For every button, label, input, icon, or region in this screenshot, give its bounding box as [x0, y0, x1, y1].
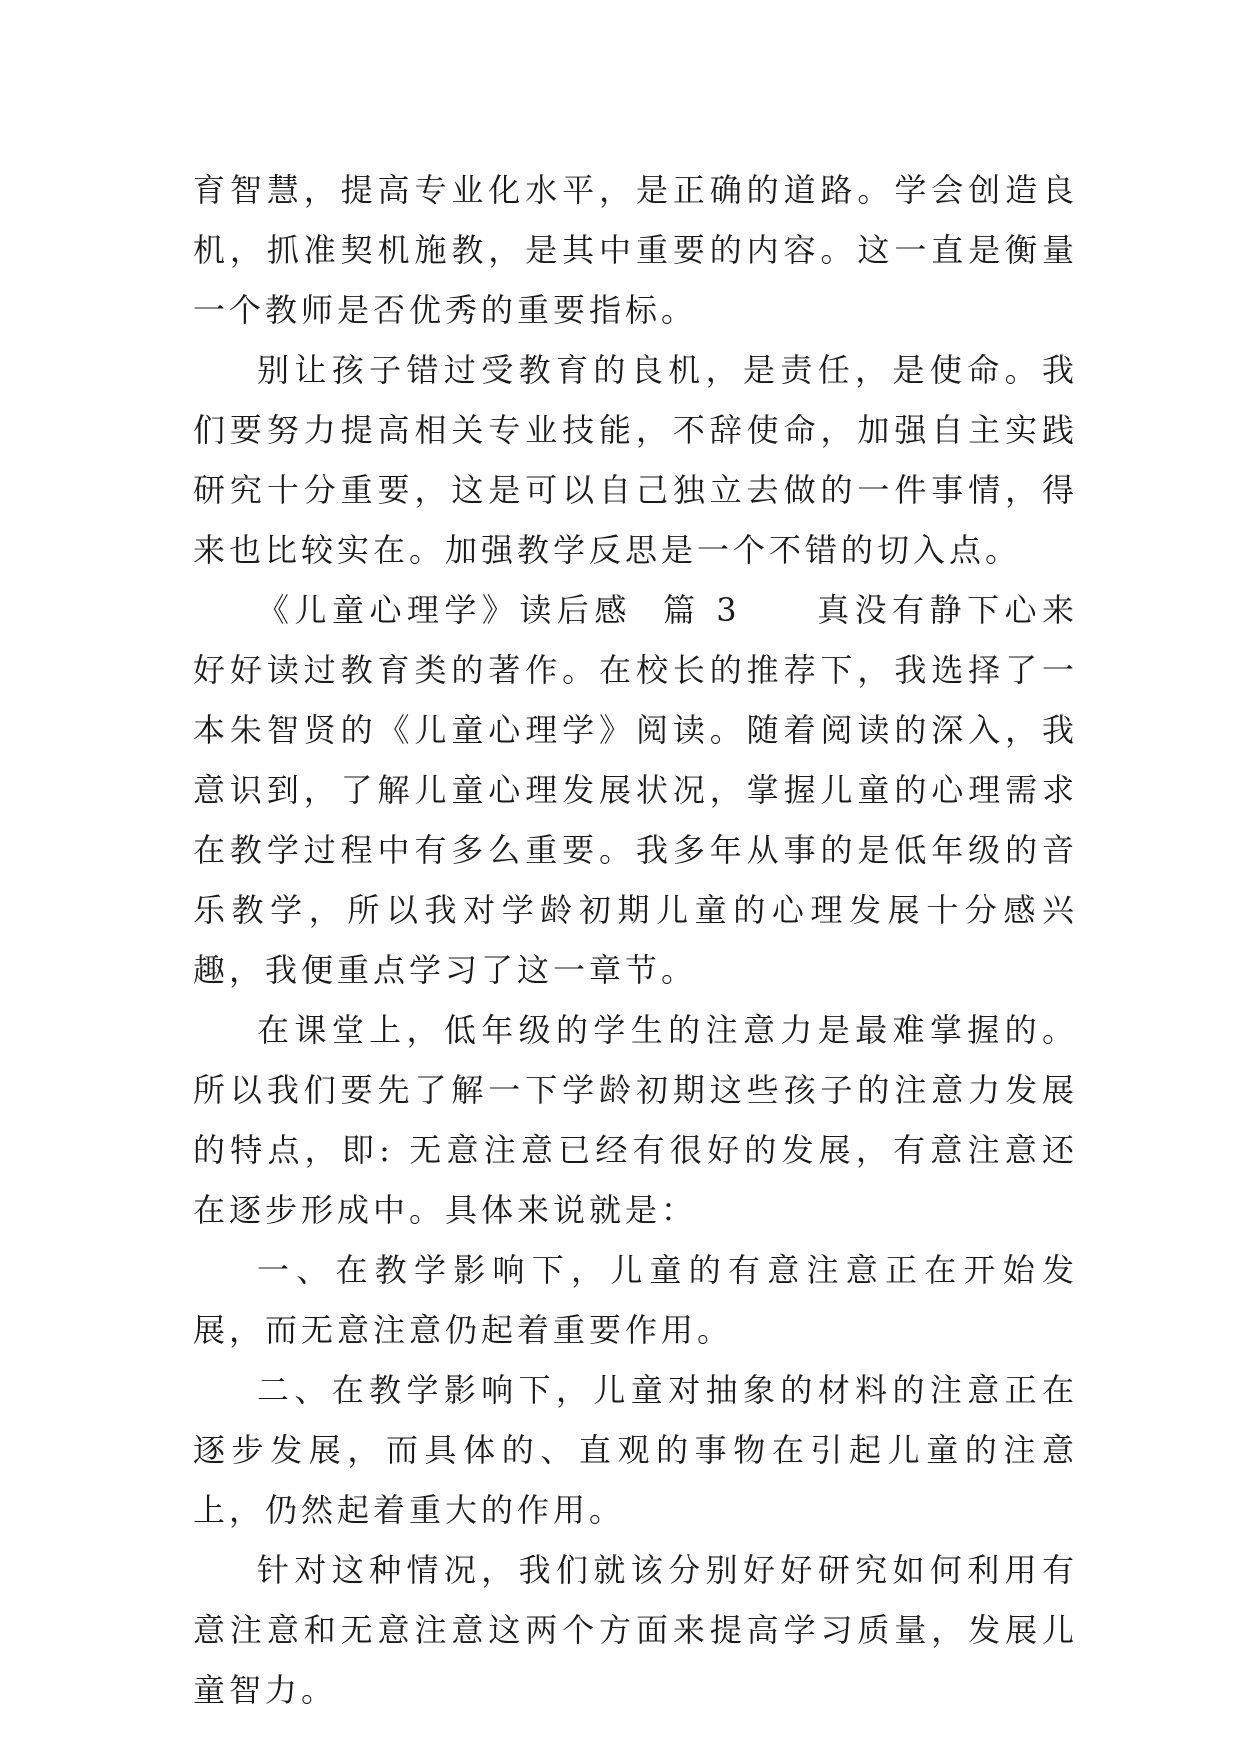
paragraph-1: 育智慧，提高专业化水平，是正确的道路。学会创造良机，抓准契机施教，是其中重要的内容。这一直是衡量一个教师是否优秀的重要指标。 [193, 171, 1078, 329]
document-body [193, 160, 1078, 1720]
paragraph-5: 一、在教学影响下，儿童的有意注意正在开始发展，而无意注意仍起着重要作用。 [193, 1251, 1078, 1349]
paragraph-4: 在课堂上，低年级的学生的注意力是最难掌握的。所以我们要先了解一下学龄初期这些孩子的注意力发展的特点，即: 无意注意已经有很好的发展，有意注意还在逐步形成中。具体来说就是： [193, 1011, 1078, 1229]
paragraph-6: 二、在教学影响下，儿童对抽象的材料的注意正在逐步发展，而具体的、直观的事物在引起儿童的注意上，仍然起着重大的作用。 [193, 1371, 1078, 1529]
paragraph-3: 《儿童心理学》读后感 篇 3 真没有静下心来好好读过教育类的著作。在校长的推荐下，我选择了一本朱智贤的《儿童心理学》阅读。随着阅读的深入，我意识到，了解儿童心理发展状况，掌握儿童的心理需求在教学过程中有多么重要。我多年从事的是低年级的音乐教学，所以我对学龄初期儿童的心理发展十分感兴趣，我便重点学习了这一章节。 [193, 591, 1078, 989]
paragraph-2: 别让孩子错过受教育的良机，是责任，是使命。我们要努力提高相关专业技能，不辞使命，加强自主实践研究十分重要，这是可以自己独立去做的一件事情，得来也比较实在。加强教学反思是一个不错的切入点。 [193, 351, 1078, 569]
paragraph-7: 针对这种情况，我们就该分别好好研究如何利用有意注意和无意注意这两个方面来提高学习质量，发展儿童智力。 [193, 1551, 1078, 1709]
